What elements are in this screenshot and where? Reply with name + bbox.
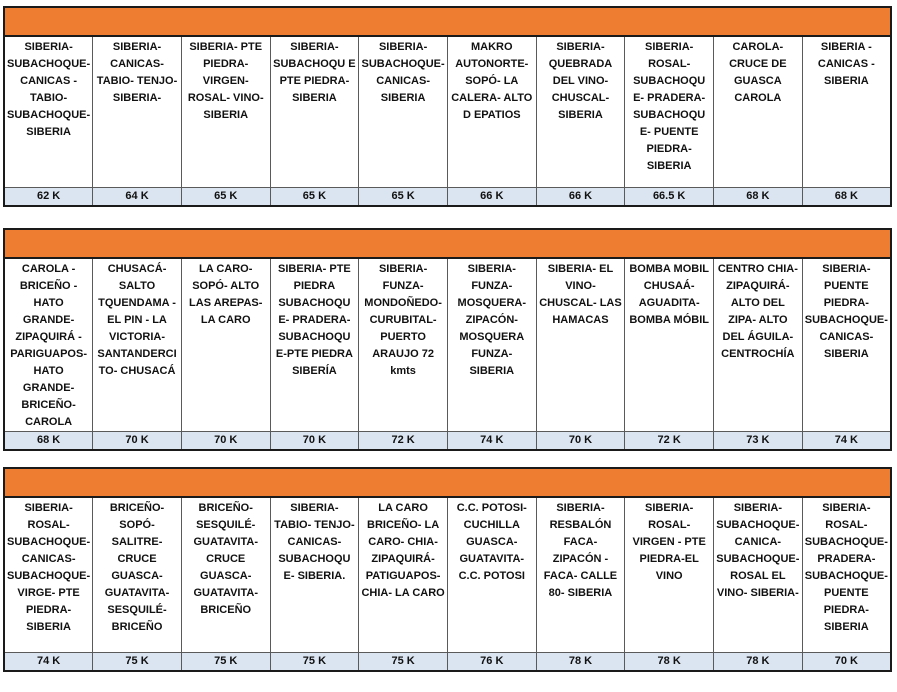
price-cell: 70 K xyxy=(270,432,359,451)
route-cell: C.C. POTOSI- CUCHILLA GUASCA- GUATAVITA- C.C. POTOSI xyxy=(447,497,536,653)
route-table-1 xyxy=(3,6,892,207)
price-cell: 74 K xyxy=(4,653,93,672)
price-cell: 78 K xyxy=(536,653,625,672)
price-cell: 64 K xyxy=(93,188,182,207)
price-cell: 74 K xyxy=(802,432,891,451)
table-header-bar xyxy=(4,468,891,497)
route-cell: BRICEÑO- SOPÓ- SALITRE- CRUCE GUASCA- GUATAVITA- SESQUILÉ- BRICEÑO xyxy=(93,497,182,653)
route-cell: SIBERIA- CANICAS- TABIO- TENJO- SIBERIA- xyxy=(93,36,182,188)
price-cell: 73 K xyxy=(714,432,803,451)
route-names-row xyxy=(4,36,891,188)
table-header-bar xyxy=(4,7,891,36)
route-cell: SIBERIA- PTE PIEDRA SUBACHOQU E- PRADERA- SUBACHOQU E-PTE PIEDRA SIBERÍA xyxy=(270,258,359,432)
route-cell: CAROLA - BRICEÑO -HATO GRANDE- ZIPAQUIRÁ - PARIGUAPOS- HATO GRANDE- BRICEÑO- CAROLA xyxy=(4,258,93,432)
route-cell: SIBERIA- EL VINO- CHUSCAL- LAS HAMACAS xyxy=(536,258,625,432)
route-cell: LA CARO- SOPÓ- ALTO LAS AREPAS- LA CARO xyxy=(181,258,270,432)
price-cell: 70 K xyxy=(536,432,625,451)
route-prices-row xyxy=(4,432,891,451)
route-cell: SIBERIA - CANICAS - SIBERIA xyxy=(802,36,891,188)
price-cell: 74 K xyxy=(447,432,536,451)
route-cell: SIBERIA- ROSAL- VIRGEN - PTE PIEDRA-EL VINO xyxy=(625,497,714,653)
route-cell: SIBERIA- ROSAL- SUBACHOQUE- CANICAS- SUBACHOQUE- VIRGE- PTE PIEDRA- SIBERIA xyxy=(4,497,93,653)
route-prices-row xyxy=(4,188,891,207)
price-cell: 76 K xyxy=(447,653,536,672)
header-bar-cell xyxy=(4,468,891,497)
price-cell: 65 K xyxy=(359,188,448,207)
price-cell: 68 K xyxy=(4,432,93,451)
route-cell: SIBERIA- PTE PIEDRA- VIRGEN- ROSAL- VINO- SIBERIA xyxy=(181,36,270,188)
route-cell: SIBERIA- FUNZA- MOSQUERA- ZIPACÓN- MOSQUERA FUNZA- SIBERIA xyxy=(447,258,536,432)
route-cell: SIBERIA- ROSAL- SUBACHOQUE- PRADERA- SUBACHOQUE- PUENTE PIEDRA- SIBERIA xyxy=(802,497,891,653)
header-bar-cell xyxy=(4,229,891,258)
price-cell: 75 K xyxy=(359,653,448,672)
route-table-3 xyxy=(3,467,892,672)
table-header-bar xyxy=(4,229,891,258)
price-cell: 75 K xyxy=(270,653,359,672)
price-cell: 65 K xyxy=(270,188,359,207)
price-cell: 68 K xyxy=(714,188,803,207)
price-cell: 70 K xyxy=(802,653,891,672)
price-cell: 62 K xyxy=(4,188,93,207)
route-cell: SIBERIA- RESBALÓN FACA- ZIPACÓN - FACA- CALLE 80- SIBERIA xyxy=(536,497,625,653)
price-cell: 70 K xyxy=(181,432,270,451)
route-cell: CENTRO CHIA- ZIPAQUIRÁ- ALTO DEL ZIPA- ALTO DEL ÁGUILA- CENTROCHÍA xyxy=(714,258,803,432)
route-cell: BRICEÑO- SESQUILÉ- GUATAVITA- CRUCE GUASCA- GUATAVITA- BRICEÑO xyxy=(181,497,270,653)
price-cell: 66 K xyxy=(536,188,625,207)
route-cell: LA CARO BRICEÑO- LA CARO- CHIA- ZIPAQUIRÁ- PATIGUAPOS- CHIA- LA CARO xyxy=(359,497,448,653)
route-cell: MAKRO AUTONORTE- SOPÓ- LA CALERA- ALTO D EPATIOS xyxy=(447,36,536,188)
price-cell: 72 K xyxy=(625,432,714,451)
route-cell: SIBERIA- SUBACHOQU E PTE PIEDRA- SIBERIA xyxy=(270,36,359,188)
route-prices-row xyxy=(4,653,891,672)
route-cell: SIBERIA-PUENTE PIEDRA- SUBACHOQUE- CANICAS- SIBERIA xyxy=(802,258,891,432)
route-cell: SIBERIA- FUNZA- MONDOÑEDO- CURUBITAL- PUERTO ARAUJO 72 kmts xyxy=(359,258,448,432)
price-cell: 65 K xyxy=(181,188,270,207)
price-cell: 75 K xyxy=(181,653,270,672)
price-cell: 78 K xyxy=(625,653,714,672)
route-names-row xyxy=(4,258,891,432)
route-names-row xyxy=(4,497,891,653)
route-cell: CHUSACÁ- SALTO TQUENDAMA - EL PIN - LA VICTORIA- SANTANDERCI TO- CHUSACÁ xyxy=(93,258,182,432)
price-cell: 70 K xyxy=(93,432,182,451)
route-cell: SIBERIA- QUEBRADA DEL VINO- CHUSCAL- SIBERIA xyxy=(536,36,625,188)
route-cell: SIBERIA- SUBACHOQUE- CANICAS- SIBERIA xyxy=(359,36,448,188)
route-cell: CAROLA- CRUCE DE GUASCA CAROLA xyxy=(714,36,803,188)
price-cell: 68 K xyxy=(802,188,891,207)
route-table-2 xyxy=(3,228,892,451)
route-cell: BOMBA MOBIL CHUSAÁ- AGUADITA- BOMBA MÓBIL xyxy=(625,258,714,432)
route-cell: SIBERIA- SUBACHOQUE- CANICA- SUBACHOQUE- ROSAL EL VINO- SIBERIA- xyxy=(714,497,803,653)
price-cell: 78 K xyxy=(714,653,803,672)
route-cell: SIBERIA- ROSAL- SUBACHOQU E- PRADERA- SUBACHOQU E- PUENTE PIEDRA- SIBERIA xyxy=(625,36,714,188)
price-cell: 66 K xyxy=(447,188,536,207)
route-cell: SIBERIA- TABIO- TENJO- CANICAS- SUBACHOQU E- SIBERIA. xyxy=(270,497,359,653)
route-cell: SIBERIA- SUBACHOQUE- CANICAS - TABIO- SUBACHOQUE- SIBERIA xyxy=(4,36,93,188)
header-bar-cell xyxy=(4,7,891,36)
price-cell: 72 K xyxy=(359,432,448,451)
price-cell: 75 K xyxy=(93,653,182,672)
price-cell: 66.5 K xyxy=(625,188,714,207)
